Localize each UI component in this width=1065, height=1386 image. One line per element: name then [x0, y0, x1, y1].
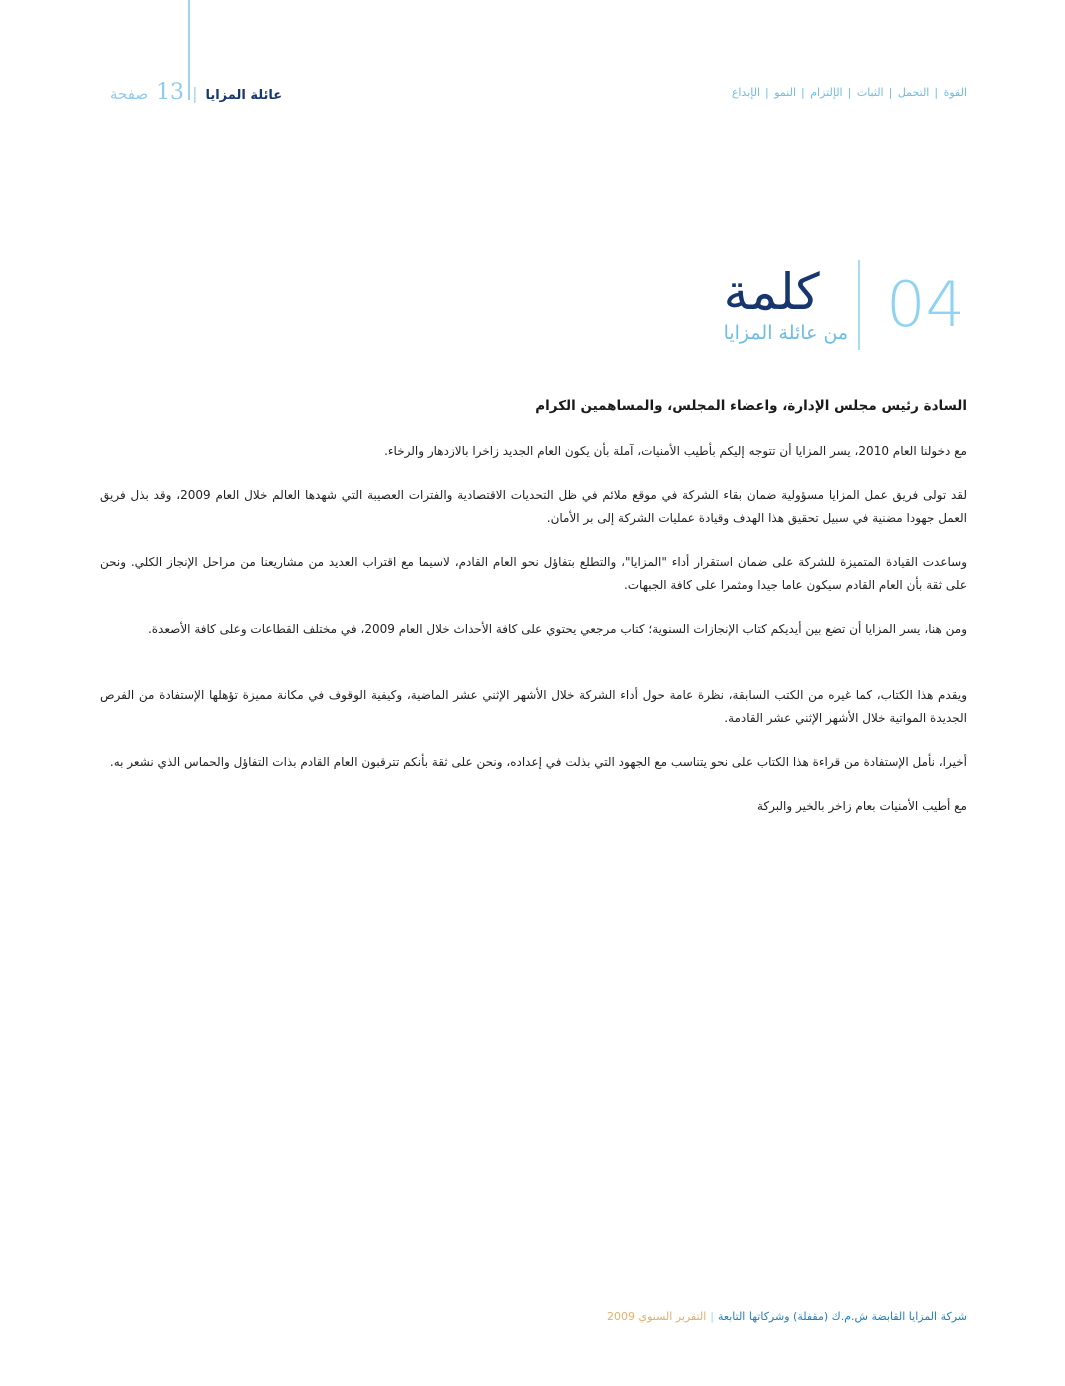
value-item: الإلتزام: [810, 86, 843, 99]
value-item: القوة: [943, 86, 967, 99]
footer-company: شركة المزايا القابضة ش.م.ك (مقفلة) وشركاتها التابعة: [718, 1310, 967, 1323]
section-subtitle: من عائلة المزايا: [723, 322, 849, 345]
values-nav: [732, 86, 967, 99]
value-separator: |: [765, 86, 770, 99]
paragraph: ومن هنا، يسر المزايا أن تضع بين أيديكم كتاب الإنجازات السنوية؛ كتاب مرجعي يحتوي على كافة الأحداث خلال العام 2009، في مختلف القطاعات وعلى كافة الأصعدة.: [147, 622, 967, 636]
paragraph: لقد تولى فريق عمل المزايا مسؤولية ضمان بقاء الشركة في موقع ملائم في ظل التحديات الاقتصادية والفترات العصيبة التي شهدها العالم خلال العام 2009، وقد بذل فريق العمل جهودا مضنية في سبيل تحقيق هذا الهدف وقيادة عمليات الشركة إلى بر الأمان.: [100, 488, 967, 525]
value-separator: |: [801, 86, 806, 99]
paragraph: ويقدم هذا الكتاب، كما غيره من الكتب السابقة، نظرة عامة حول أداء الشركة خلال الأشهر الإثني عشر الماضية، وكيفية الوقوف في مكانة مميزة تؤهلها الإستفادة من الفرص الجديدة المواتية خلال الأشهر الإثني عشر القادمة.: [100, 688, 967, 725]
value-item: الثبات: [856, 86, 884, 99]
value-item: النمو: [774, 86, 797, 99]
footer-separator: |: [710, 1310, 715, 1323]
header-brand: عائلة المزايا: [205, 88, 283, 103]
footer-report: التقرير السنوي 2009: [606, 1310, 707, 1323]
title-words: [723, 262, 849, 345]
value-item: الإبداع: [731, 86, 761, 99]
section-number: 04: [886, 268, 965, 341]
paragraph: مع دخولنا العام 2010، يسر المزايا أن تتوجه إليكم بأطيب الأمنيات، آملة بأن يكون العام الجديد زاخرا بالازدهار والرخاء.: [384, 444, 967, 458]
salutation: السادة رئيس مجلس الإدارة، واعضاء المجلس، والمساهمين الكرام: [535, 398, 967, 414]
value-separator: |: [847, 86, 852, 99]
page-footer: [607, 1310, 967, 1323]
value-separator: |: [888, 86, 893, 99]
section-title-block: [724, 258, 965, 352]
header-separator: |: [192, 84, 198, 103]
title-divider: [858, 260, 860, 350]
value-separator: |: [934, 86, 939, 99]
value-item: التحمل: [897, 86, 930, 99]
section-title: كلمة: [723, 262, 820, 321]
page-header: [110, 80, 282, 105]
paragraph: وساعدت القيادة المتميزة للشركة على ضمان استقرار أداء "المزايا"، والتطلع بتفاؤل نحو العام القادم، لاسيما مع اقتراب العديد من مشاريعنا من مراحل الإنجاز الكلي. ونحن على ثقة بأن العام القادم سيكون عاما جيدا ومثمرا على كافة الجبهات.: [100, 555, 967, 592]
paragraph: أخيرا، نأمل الإستفادة من قراءة هذا الكتاب على نحو يتناسب مع الجهود التي بذلت في إعداده، ونحن على ثقة بأنكم تترقبون العام القادم بذات التفاؤل والحماس الذي نشعر به.: [109, 755, 967, 769]
letter-body: [100, 398, 967, 817]
closing-line: مع أطيب الأمنيات بعام زاخر بالخير والبركة: [757, 799, 967, 813]
page-number: 13: [156, 80, 185, 105]
page-word: صفحة: [110, 85, 149, 103]
